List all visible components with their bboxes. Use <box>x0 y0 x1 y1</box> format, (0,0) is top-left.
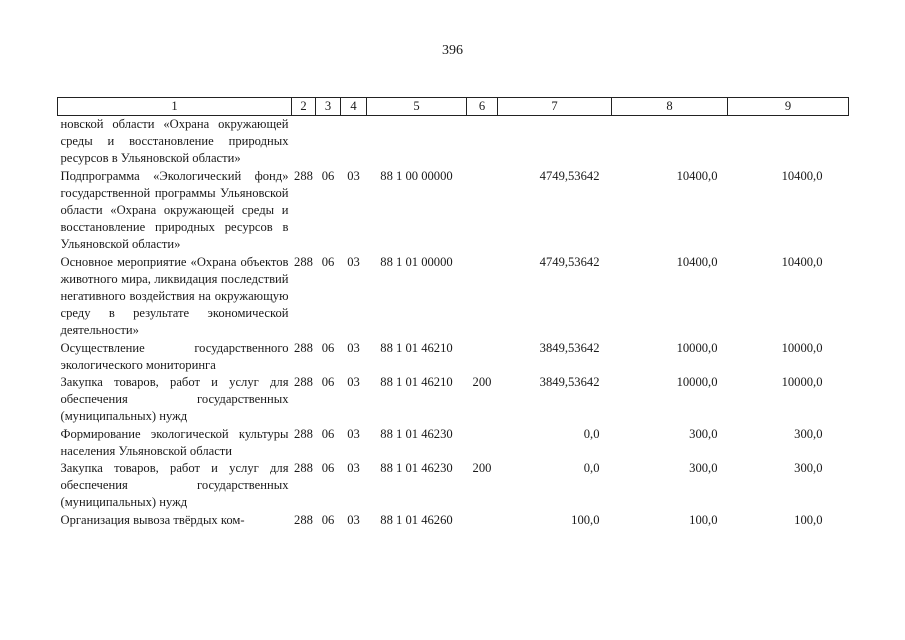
row-ministry-code: 288 <box>294 426 313 441</box>
table-row <box>58 340 849 374</box>
row-subsection-code: 03 <box>347 375 360 390</box>
table-row <box>58 512 849 529</box>
row-expense-type <box>467 116 498 168</box>
table-row <box>58 254 849 340</box>
row-amount-col8: 10000,0 <box>676 340 718 355</box>
row-amount-col7: 100,0 <box>571 512 600 527</box>
row-subsection-code <box>341 116 367 168</box>
row-section-code: 06 <box>321 254 335 269</box>
row-subsection-code: 03 <box>347 426 360 441</box>
row-amount-col7: 3849,53642 <box>539 340 600 355</box>
row-amount-col8: 300,0 <box>689 426 718 441</box>
row-section-code: 06 <box>321 375 335 390</box>
row-section-code: 06 <box>321 426 335 441</box>
table-row <box>58 116 849 168</box>
row-subsection-code: 03 <box>347 254 360 269</box>
row-ministry-code: 288 <box>294 254 313 269</box>
row-expense-type <box>467 168 498 254</box>
budget-table <box>57 97 849 529</box>
row-name: Формирование экологической культуры населения Ульяновской области <box>60 426 289 458</box>
row-name: Закупка товаров, работ и услуг для обеспечения государственных (муниципальных) нужд <box>60 375 289 424</box>
row-amount-col7: 4749,53642 <box>539 254 600 269</box>
row-expense-type <box>467 340 498 374</box>
header-col-7: 7 <box>498 98 612 116</box>
row-target-code: 88 1 01 46260 <box>380 512 453 527</box>
row-amount-col7: 3849,53642 <box>539 375 600 390</box>
row-amount-col8: 300,0 <box>689 461 718 476</box>
row-name: Закупка товаров, работ и услуг для обеспечения государственных (муниципальных) нужд <box>60 461 289 510</box>
row-subsection-code: 03 <box>347 461 360 476</box>
row-amount-col7: 0,0 <box>583 461 600 476</box>
row-amount-col9: 300,0 <box>794 426 823 441</box>
row-amount-col9 <box>728 116 849 168</box>
row-section-code <box>316 116 341 168</box>
row-target-code: 88 1 01 00000 <box>380 254 453 269</box>
row-name: Осуществление государственного экологического мониторинга <box>60 340 289 372</box>
row-amount-col7 <box>498 116 612 168</box>
row-name: Основное мероприятие «Охрана объектов животного мира, ликвидация последствий негативного воздействия на окружающую среду в результате экономической деятельности» <box>60 254 289 338</box>
table-row <box>58 374 849 426</box>
row-ministry-code: 288 <box>294 340 313 355</box>
row-amount-col9: 10400,0 <box>781 254 823 269</box>
row-amount-col8: 100,0 <box>689 512 718 527</box>
row-amount-col8: 10400,0 <box>676 168 718 183</box>
row-target-code: 88 1 01 46230 <box>380 426 453 441</box>
header-col-4: 4 <box>341 98 367 116</box>
row-amount-col8 <box>612 116 728 168</box>
row-expense-type: 200 <box>472 461 492 476</box>
row-target-code <box>367 116 467 168</box>
row-subsection-code: 03 <box>347 168 360 183</box>
row-expense-type <box>467 426 498 460</box>
row-amount-col8: 10000,0 <box>676 375 718 390</box>
header-col-3: 3 <box>316 98 341 116</box>
row-subsection-code: 03 <box>347 512 360 527</box>
row-ministry-code: 288 <box>294 512 313 527</box>
row-target-code: 88 1 01 46210 <box>380 340 453 355</box>
row-amount-col9: 300,0 <box>794 461 823 476</box>
row-amount-col9: 10400,0 <box>781 168 823 183</box>
header-col-5: 5 <box>367 98 467 116</box>
header-col-9: 9 <box>728 98 849 116</box>
row-ministry-code: 288 <box>294 375 313 390</box>
row-ministry-code <box>292 116 316 168</box>
row-amount-col9: 10000,0 <box>781 375 823 390</box>
header-col-2: 2 <box>292 98 316 116</box>
row-name: Организация вывоза твёрдых ком- <box>60 512 245 527</box>
row-amount-col7: 0,0 <box>583 426 600 441</box>
page-number: 396 <box>442 43 463 58</box>
row-ministry-code: 288 <box>294 461 313 476</box>
row-amount-col9: 10000,0 <box>781 340 823 355</box>
row-target-code: 88 1 00 00000 <box>380 168 453 183</box>
row-section-code: 06 <box>321 512 335 527</box>
header-col-8: 8 <box>612 98 728 116</box>
table-row <box>58 168 849 254</box>
row-expense-type <box>467 254 498 340</box>
row-expense-type: 200 <box>472 375 492 390</box>
row-subsection-code: 03 <box>347 340 360 355</box>
row-ministry-code: 288 <box>294 168 313 183</box>
row-name: новской области «Охрана окружающей среды и восстановление природных ресурсов в Ульяновской области» <box>60 117 289 166</box>
header-row <box>58 98 849 116</box>
row-target-code: 88 1 01 46230 <box>380 461 453 476</box>
row-amount-col7: 4749,53642 <box>539 168 600 183</box>
row-target-code: 88 1 01 46210 <box>380 375 453 390</box>
row-amount-col9: 100,0 <box>794 512 823 527</box>
table-row <box>58 426 849 460</box>
row-amount-col8: 10400,0 <box>676 254 718 269</box>
header-col-6: 6 <box>467 98 498 116</box>
row-section-code: 06 <box>321 340 335 355</box>
row-section-code: 06 <box>321 461 335 476</box>
table-row <box>58 460 849 512</box>
row-name: Подпрограмма «Экологический фонд» государственной программы Ульяновской области «Охрана окружающей среды и восстановление природных ресурсов в Ульяновской области» <box>60 168 289 252</box>
row-expense-type <box>467 512 498 529</box>
row-section-code: 06 <box>321 168 335 183</box>
header-col-1: 1 <box>58 98 292 116</box>
